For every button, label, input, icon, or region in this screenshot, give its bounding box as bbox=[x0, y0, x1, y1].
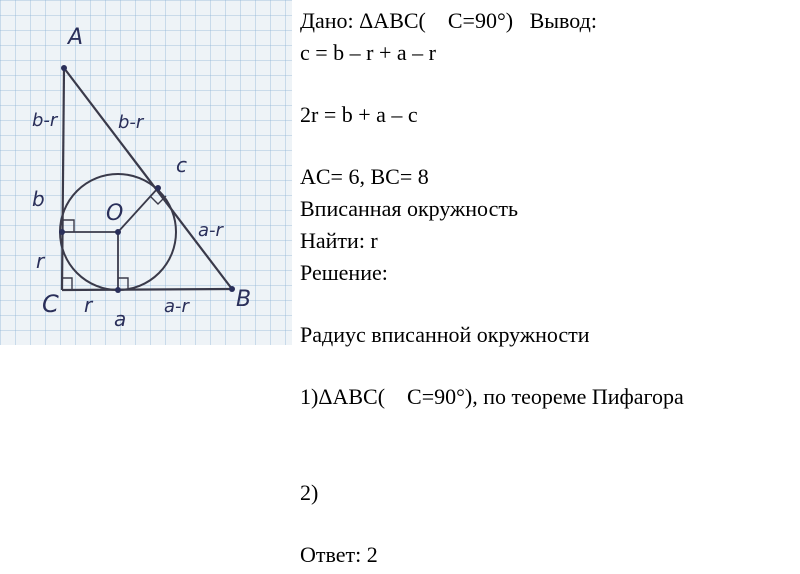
side-CB bbox=[62, 289, 232, 290]
point-tangent-AB bbox=[155, 185, 161, 191]
label-b-minus-r-left: b-r bbox=[32, 110, 58, 131]
answer-line: Ответ: 2 bbox=[300, 542, 378, 567]
point-O bbox=[115, 229, 121, 235]
label-c: c bbox=[176, 153, 187, 177]
label-b-minus-r-hyp: b-r bbox=[118, 112, 144, 133]
label-a-minus-r-hyp: a-r bbox=[198, 220, 223, 241]
find-line: Найти: r bbox=[300, 228, 378, 253]
label-A: A bbox=[68, 25, 84, 50]
given-condition: C=90°) bbox=[447, 8, 514, 33]
label-b: b bbox=[32, 187, 45, 211]
label-r-left: r bbox=[36, 249, 45, 273]
step-1-prefix: 1)ΔABC( bbox=[300, 384, 386, 409]
given-line bbox=[300, 8, 597, 34]
point-A bbox=[61, 65, 67, 71]
label-a-minus-r-bottom: a-r bbox=[164, 296, 189, 317]
label-O: O bbox=[106, 201, 124, 226]
formula-line-2: 2r = b + a – c bbox=[300, 102, 418, 127]
point-tangent-AC bbox=[59, 229, 65, 235]
label-C: C bbox=[42, 290, 59, 318]
point-B bbox=[229, 286, 235, 292]
inscribed-line: Вписанная окружность bbox=[300, 196, 518, 221]
given-prefix: Дано: ΔABC( bbox=[300, 8, 426, 33]
graph-paper-drawing bbox=[0, 0, 292, 345]
step-2-line: 2) bbox=[300, 480, 319, 505]
given-conclusion: Вывод: bbox=[529, 8, 597, 33]
step-1-condition: C=90°), по теореме Пифагора bbox=[407, 384, 684, 409]
triangle-figure bbox=[0, 0, 292, 345]
formula-line-1: c = b – r + a – r bbox=[300, 40, 436, 65]
label-a: a bbox=[114, 307, 127, 331]
radius-title: Радиус вписанной окружности bbox=[300, 322, 590, 347]
solution-heading: Решение: bbox=[300, 260, 388, 285]
values-line: AC= 6, BC= 8 bbox=[300, 164, 429, 189]
step-1-line bbox=[300, 384, 684, 410]
point-tangent-CB bbox=[115, 287, 121, 293]
label-B: B bbox=[236, 287, 252, 312]
label-r-bottom: r bbox=[84, 293, 93, 317]
